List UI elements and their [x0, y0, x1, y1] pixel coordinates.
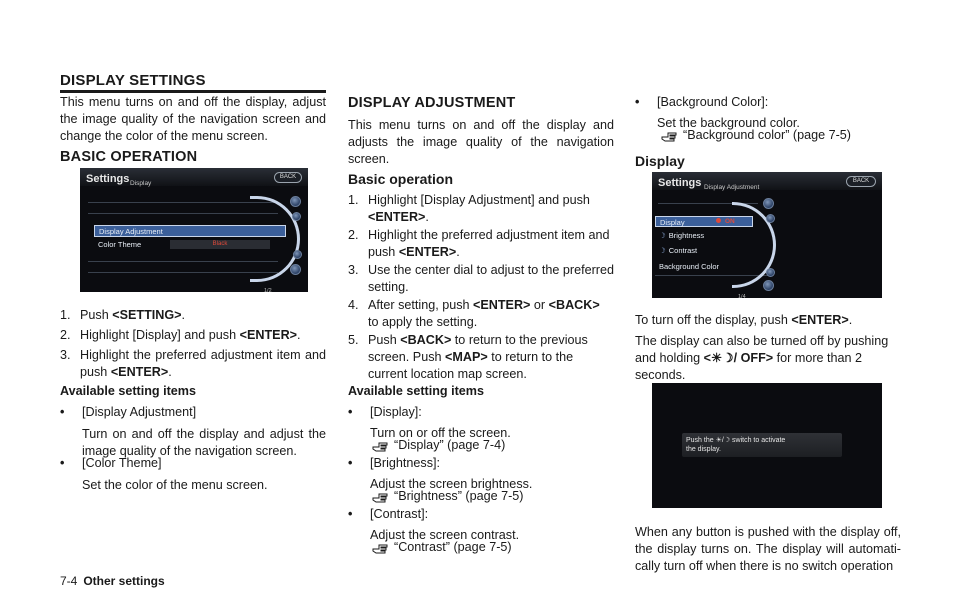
item-brightness: • [Brightness]: Adjust the screen brightness.	[348, 456, 533, 491]
screen-dial-up-icon	[290, 196, 301, 207]
available-items-heading: Available setting items	[60, 384, 197, 398]
ref-display: “Display” (page 7-4)	[372, 437, 505, 454]
screen-page-indicator: 1/2	[264, 288, 272, 292]
display-heading: Display	[635, 153, 685, 169]
basic-step-2: 2. Highlight [Display] and push <ENTER>.	[60, 328, 301, 342]
ref-background-color: “Background color” (page 7-5)	[661, 127, 851, 144]
activate-display-screenshot	[652, 383, 882, 508]
screen-row-display-adjustment: Display Adjustment	[94, 225, 286, 237]
screen-color-value: Black	[170, 240, 270, 249]
adj-step-4: 4. After setting, push <ENTER> or <BACK> to apply the setting.	[348, 298, 600, 329]
basic-step-1: 1. Push <SETTING>.	[60, 308, 186, 322]
item-contrast: • [Contrast]: Adjust the screen contrast.	[348, 507, 520, 542]
screen-page-indicator: 1/4	[738, 294, 746, 298]
ref-brightness: “Brightness” (page 7-5)	[372, 488, 524, 505]
section-intro: This menu turns on and off the display, adjust the image quality of the navigation screen and change the color of the menu screen.	[60, 95, 326, 143]
screen-breadcrumb: Display	[130, 180, 152, 187]
ref-contrast: “Contrast” (page 7-5)	[372, 539, 512, 556]
screen-message-box: Push the ☀/☽ switch to activate the display.	[682, 433, 842, 457]
item-background-color: • [Background Color]: Set the background color.	[635, 95, 800, 130]
screen-row-brightness: ☽ Brightness	[659, 231, 705, 240]
pointing-hand-icon	[372, 439, 390, 453]
item-display: • [Display]: Turn on or off the screen.	[348, 405, 511, 440]
screen-back-button: BACK	[846, 176, 876, 187]
screen-row-color-theme: Color Theme	[98, 240, 142, 249]
pointing-hand-icon	[661, 129, 679, 143]
adj-step-2: 2. Highlight the preferred adjustment item and push <ENTER>.	[348, 228, 610, 259]
screen-row-contrast: ☽ Contrast	[659, 246, 698, 255]
display-adjustment-intro: This menu turns on and off the display and adjusts the image quality of the navigation screen.	[348, 118, 614, 166]
title-rule	[60, 90, 326, 93]
screen-on-indicator: ON	[716, 216, 756, 227]
section-title: DISPLAY SETTINGS	[60, 72, 206, 89]
screen-row-background-color: Background Color	[659, 262, 720, 271]
item-color-theme: • [Color Theme] Set the color of the menu screen.	[60, 456, 268, 492]
pointing-hand-icon	[372, 541, 390, 555]
adj-step-5: 5. Push <BACK> to return to the previous screen. Push <MAP> to return to the current location map screen.	[348, 333, 588, 381]
adj-step-3: 3. Use the center dial to adjust to the preferred setting.	[348, 263, 614, 294]
basic-operation-subheading: Basic operation	[348, 171, 454, 187]
footer-title: Other settings	[83, 574, 165, 588]
moon-icon: ☽	[659, 246, 666, 255]
settings-display-screenshot	[80, 168, 308, 292]
pointing-hand-icon	[372, 490, 390, 504]
screen-breadcrumb: Display Adjustment	[704, 184, 760, 191]
moon-icon: ☽	[659, 231, 666, 240]
screen-dial-up-icon	[763, 198, 774, 209]
screen-dial-down-icon	[763, 280, 774, 291]
adj-step-1: 1. Highlight [Display Adjustment] and push <ENTER>.	[348, 193, 590, 224]
screen-title: Settings	[658, 177, 702, 189]
screen-back-button: BACK	[274, 172, 302, 183]
item-display-adjustment: • [Display Adjustment] Turn on and off the display and adjust the image quality of the navigation screen.	[60, 405, 326, 458]
basic-operation-heading: BASIC OPERATION	[60, 149, 198, 165]
sun-moon-icon: ☀☽	[711, 351, 734, 365]
display-adjustment-heading: DISPLAY ADJUSTMENT	[348, 95, 516, 111]
turn-off-text: To turn off the display, push <ENTER>.	[635, 313, 853, 327]
display-adjustment-screenshot	[652, 172, 882, 298]
screen-dial-down-icon	[290, 264, 301, 275]
screen-row-display: Display	[655, 216, 753, 227]
closing-text: When any button is pushed with the display off, the display turns on. The display will automati- cally turn off when there is no switch operation	[635, 525, 901, 573]
on-dot-icon	[716, 218, 721, 223]
page-footer	[60, 573, 165, 590]
basic-step-3: 3. Highlight the preferred adjustment item and push <ENTER>.	[60, 348, 326, 379]
hold-text: The display can also be turned off by pushing and holding <☀☽/ OFF> for more than 2 seconds.	[635, 334, 889, 382]
page-number: 7-4	[60, 574, 78, 588]
adj-available-heading: Available setting items	[348, 384, 485, 398]
screen-title: Settings	[86, 173, 130, 185]
